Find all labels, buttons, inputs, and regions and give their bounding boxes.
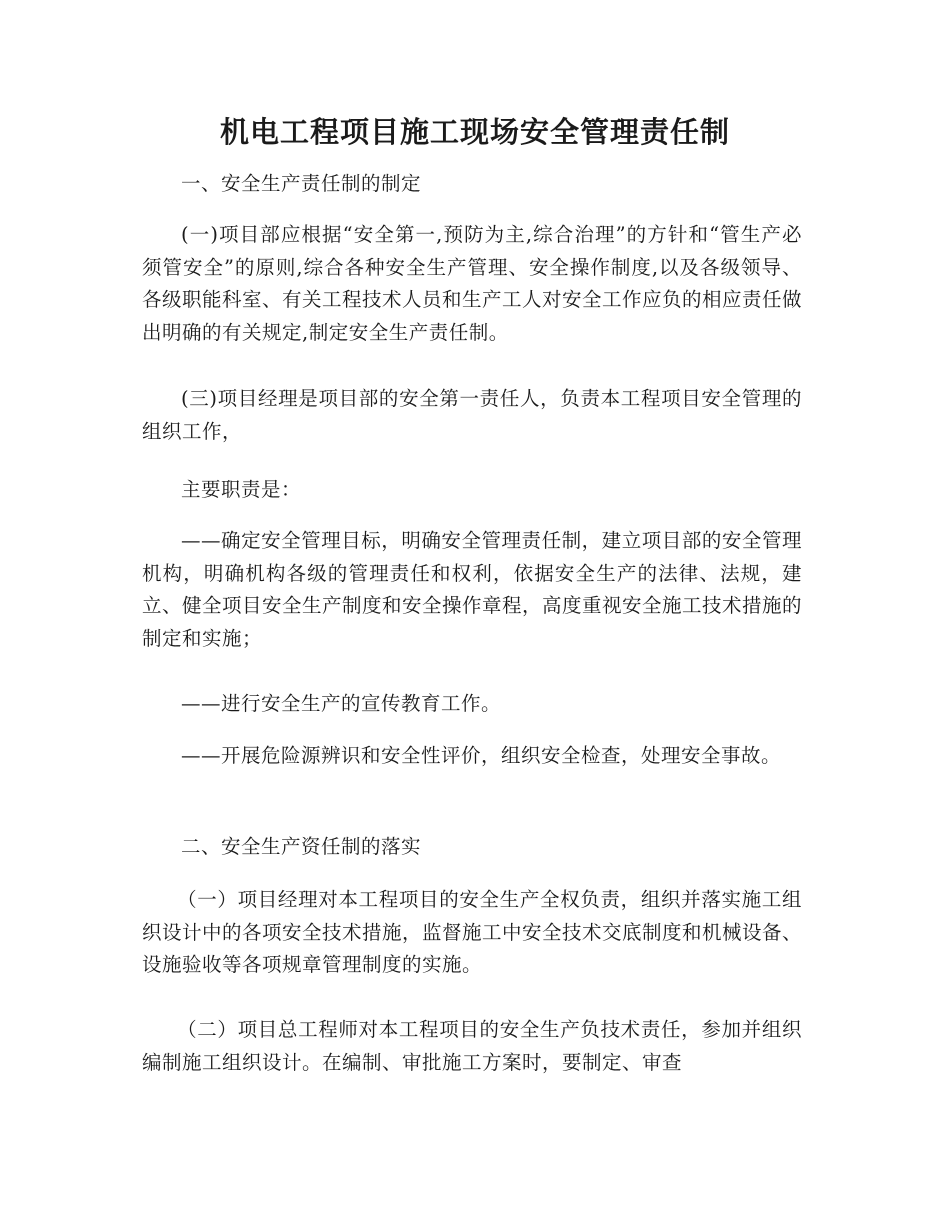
document-title: 机电工程项目施工现场安全管理责任制 xyxy=(219,115,730,149)
paragraph-1: (一)项目部应根据“安全第一,预防为主,综合治理”的方针和“管生产必须管安全”的原则,综合各种安全生产管理、安全操作制度,以及各级领导、各级职能科室、有关工程技术人员和生产工人对安全工作应负的相应责任做出明确的有关规定,制定安全生产责任制。 xyxy=(142,223,803,344)
section-heading-1: 一、安全生产责任制的制定 xyxy=(181,172,422,195)
paragraph-3: 主要职责是： xyxy=(181,478,302,501)
paragraph-8: （二）项目总工程师对本工程项目的安全生产负技术责任，参加并组织编制施工组织设计。在编制、审批施工方案时，要制定、审查 xyxy=(142,1018,802,1074)
paragraph-2: (三)项目经理是项目部的安全第一责任人，负责本工程项目安全管理的组织工作， xyxy=(142,387,802,443)
paragraph-4: ——确定安全管理目标，明确安全管理责任制，建立项目部的安全管理机构，明确机构各级的管理责任和权利，依据安全生产的法律、法规，建立、健全项目安全生产制度和安全操作章程，高度重视安全施工技术措施的制定和实施； xyxy=(142,529,803,650)
paragraph-7: （一）项目经理对本工程项目的安全生产全权负责，组织并落实施工组织设计中的各项安全技术措施，监督施工中安全技术交底制度和机械设备、设施验收等各项规章管理制度的实施。 xyxy=(142,888,803,976)
paragraph-6: ——开展危险源辨识和安全性评价，组织安全检查，处理安全事故。 xyxy=(181,744,782,767)
section-heading-2: 二、安全生产资任制的落实 xyxy=(181,835,422,858)
paragraph-5: ——进行安全生产的宣传教育工作。 xyxy=(181,692,502,715)
